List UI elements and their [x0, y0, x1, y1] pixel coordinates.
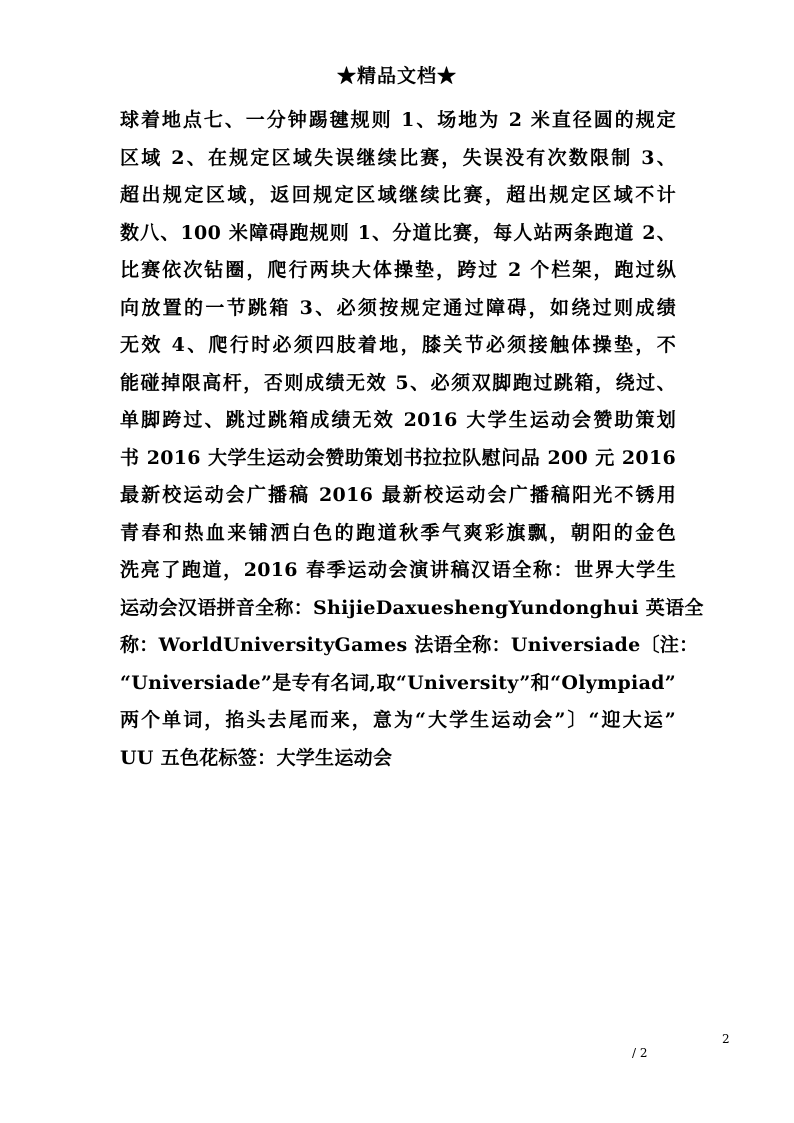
text-line: 数八、100 米障碍跑规则 1、分道比赛，每人站两条跑道 2、: [120, 221, 676, 244]
text-line: 称：WorldUniversityGames 法语全称：Universiade〔注：: [120, 634, 699, 656]
text-line: 能碰掉限高杆，否则成绩无效 5、必须双脚跑过跳箱，绕过、: [120, 371, 676, 394]
text-line: 区域 2、在规定区域失误继续比赛，失误没有次数限制 3、: [120, 146, 676, 169]
text-line: 运动会汉语拼音全称：ShijieDaxueshengYundonghui 英语全: [120, 596, 704, 619]
document-body: [120, 102, 704, 777]
page-footer-label: / 2: [632, 1046, 648, 1060]
text-line: “Universiade”是专有名词,取“University”和“Olympiad”: [120, 671, 676, 694]
page-header-title: ★精品文档★: [336, 65, 457, 87]
text-line: 洗亮了跑道，2016 春季运动会演讲稿汉语全称：世界大学生: [120, 559, 676, 581]
page-number: 2: [722, 1032, 730, 1046]
text-line: 超出规定区域，返回规定区域继续比赛，超出规定区域不计: [120, 184, 676, 206]
text-line: 无效 4、爬行时必须四肢着地，膝关节必须接触体操垫，不: [120, 334, 676, 356]
text-line: 青春和热血来铺洒白色的跑道秋季气爽彩旗飘，朝阳的金色: [120, 521, 676, 544]
text-line: UU 五色花标签：大学生运动会: [120, 746, 393, 769]
text-line: 两个单词，掐头去尾而来，意为“大学生运动会”〕“迎大运”: [120, 709, 676, 731]
text-line: 书 2016 大学生运动会赞助策划书拉拉队慰问品 200 元 2016: [120, 446, 676, 469]
text-line: 比赛依次钻圈，爬行两块大体操垫，跨过 2 个栏架，跑过纵: [120, 259, 676, 281]
text-line: 向放置的一节跳箱 3、必须按规定通过障碍，如绕过则成绩: [120, 296, 676, 319]
text-line: 单脚跨过、跳过跳箱成绩无效 2016 大学生运动会赞助策划: [120, 409, 676, 431]
text-line: 最新校运动会广播稿 2016 最新校运动会广播稿阳光不锈用: [120, 484, 676, 506]
text-line: 球着地点七、一分钟踢毽规则 1、场地为 2 米直径圆的规定: [120, 109, 676, 131]
